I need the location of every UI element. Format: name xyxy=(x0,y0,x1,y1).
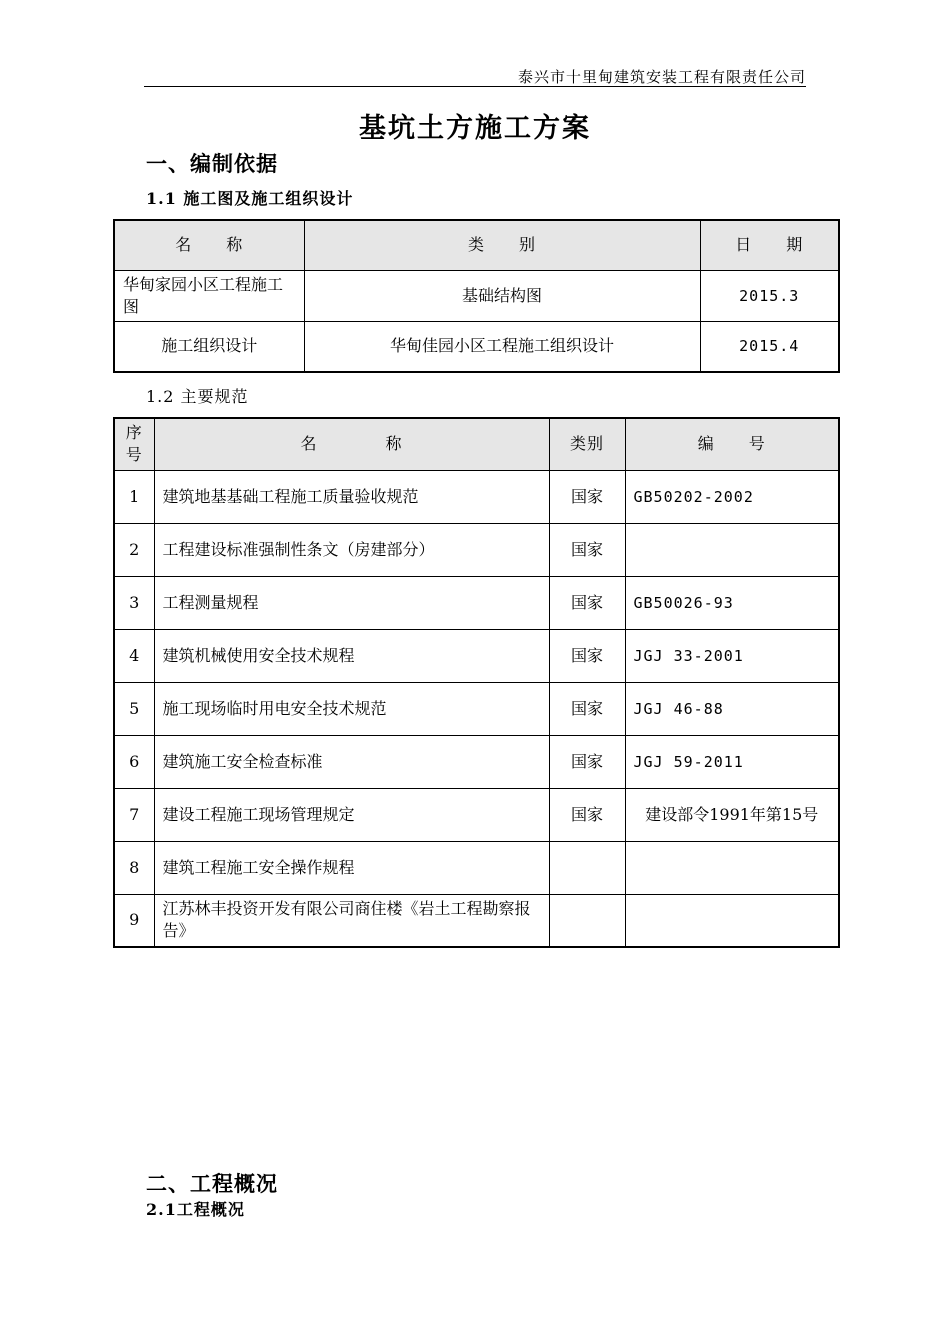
table-row xyxy=(114,735,839,788)
cell-name: 施工组织设计 xyxy=(114,321,304,372)
drawings-table xyxy=(113,219,840,373)
cell-category: 国家 xyxy=(549,576,625,629)
cell-index: 7 xyxy=(114,788,154,841)
column-header-name: 名 称 xyxy=(114,220,304,270)
cell-code xyxy=(625,894,839,947)
subsection-1-2-heading: 1.2 主要规范 xyxy=(146,387,249,406)
cell-name: 建设工程施工现场管理规定 xyxy=(154,788,549,841)
column-header-name: 名 称 xyxy=(154,418,549,470)
subsection-2-1-heading: 2.1工程概况 xyxy=(146,1200,245,1219)
table-row xyxy=(114,841,839,894)
cell-name: 建筑工程施工安全操作规程 xyxy=(154,841,549,894)
cell-index: 1 xyxy=(114,470,154,523)
document-title: 基坑土方施工方案 xyxy=(359,113,591,144)
cell-code: JGJ 59-2011 xyxy=(625,735,839,788)
section-2-heading: 二、工程概况 xyxy=(146,1171,278,1196)
table-row xyxy=(114,788,839,841)
cell-date: 2015.4 xyxy=(700,321,839,372)
cell-category xyxy=(549,894,625,947)
table-row xyxy=(114,629,839,682)
cell-index: 8 xyxy=(114,841,154,894)
table-row xyxy=(114,894,839,947)
table-row xyxy=(114,576,839,629)
cell-date: 2015.3 xyxy=(700,270,839,321)
cell-name: 建筑地基基础工程施工质量验收规范 xyxy=(154,470,549,523)
subsection-1-1-heading: 1.1 施工图及施工组织设计 xyxy=(146,189,354,208)
cell-code xyxy=(625,841,839,894)
column-header-index: 序号 xyxy=(114,418,154,470)
section-1-heading: 一、编制依据 xyxy=(146,151,278,176)
cell-code: GB50026-93 xyxy=(625,576,839,629)
cell-index: 9 xyxy=(114,894,154,947)
cell-name: 华甸家园小区工程施工图 xyxy=(114,270,304,321)
column-header-code: 编 号 xyxy=(625,418,839,470)
cell-category: 国家 xyxy=(549,523,625,576)
cell-category: 国家 xyxy=(549,682,625,735)
cell-category: 华甸佳园小区工程施工组织设计 xyxy=(304,321,700,372)
cell-category xyxy=(549,841,625,894)
cell-index: 2 xyxy=(114,523,154,576)
cell-category: 国家 xyxy=(549,735,625,788)
cell-code xyxy=(625,523,839,576)
cell-category: 国家 xyxy=(549,629,625,682)
cell-category: 基础结构图 xyxy=(304,270,700,321)
table-row xyxy=(114,321,839,372)
table-row xyxy=(114,523,839,576)
cell-index: 6 xyxy=(114,735,154,788)
column-header-category: 类 别 xyxy=(304,220,700,270)
cell-name: 建筑机械使用安全技术规程 xyxy=(154,629,549,682)
cell-code: 建设部令1991年第15号 xyxy=(625,788,839,841)
column-header-date: 日 期 xyxy=(700,220,839,270)
cell-name: 江苏林丰投资开发有限公司商住楼《岩土工程勘察报告》 xyxy=(154,894,549,947)
cell-code: GB50202-2002 xyxy=(625,470,839,523)
cell-code: JGJ 46-88 xyxy=(625,682,839,735)
column-header-category: 类别 xyxy=(549,418,625,470)
cell-name: 建筑施工安全检查标准 xyxy=(154,735,549,788)
table-header-row xyxy=(114,220,839,270)
cell-code: JGJ 33-2001 xyxy=(625,629,839,682)
standards-table xyxy=(113,417,840,948)
header-company-name: 泰兴市十里甸建筑安装工程有限责任公司 xyxy=(517,68,806,86)
table-header-row xyxy=(114,418,839,470)
cell-category: 国家 xyxy=(549,788,625,841)
table-row xyxy=(114,470,839,523)
cell-category: 国家 xyxy=(549,470,625,523)
cell-index: 5 xyxy=(114,682,154,735)
cell-index: 3 xyxy=(114,576,154,629)
cell-name: 工程测量规程 xyxy=(154,576,549,629)
cell-name: 施工现场临时用电安全技术规范 xyxy=(154,682,549,735)
table-row xyxy=(114,270,839,321)
cell-index: 4 xyxy=(114,629,154,682)
cell-name: 工程建设标准强制性条文（房建部分） xyxy=(154,523,549,576)
header-divider xyxy=(144,86,806,87)
table-row xyxy=(114,682,839,735)
